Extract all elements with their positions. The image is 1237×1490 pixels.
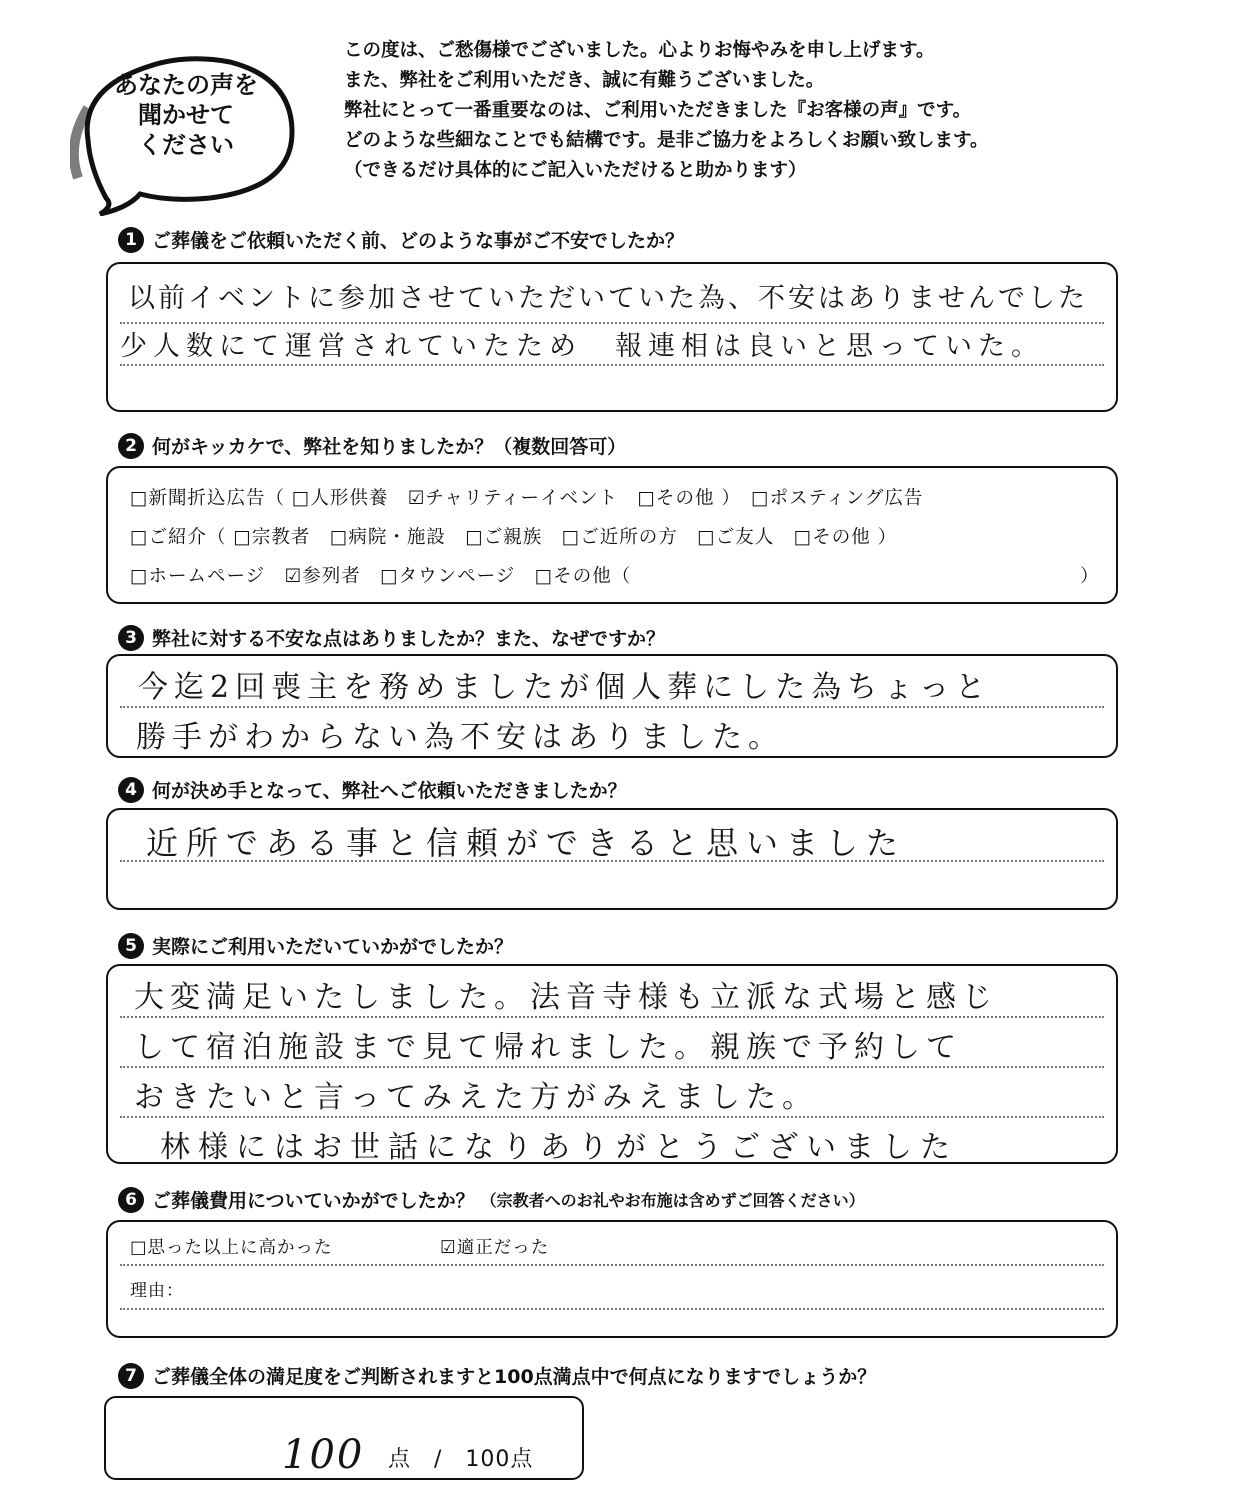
answer-4-line-1: 近所である事と信頼ができると思いました [146, 824, 907, 862]
intro-line: どのような些細なことでも結構です。是非ご協力をよろしくお願い致します。 [344, 130, 989, 151]
answer-5-line-4: 林様にはお世話になりありがとうございました [160, 1130, 958, 1165]
answer-5-line-1: 大変満足いたしました。法音寺様も立派な式場と感じ [134, 980, 998, 1015]
question-7-title [118, 1362, 876, 1389]
options-row-3[interactable]: □ホームページ ☑参列者 □タウンページ □その他（ [130, 566, 632, 587]
question-2-title [118, 432, 626, 459]
question-note: （宗教者へのお礼やお布施は含めずご回答ください） [480, 1191, 865, 1210]
answer-3-line-2: 勝手がわからない為不安はありました。 [136, 720, 784, 755]
reason-label: 理由： [130, 1281, 184, 1301]
question-6-title [118, 1186, 865, 1213]
score-value: 100 [282, 1432, 365, 1478]
question-text: ご葬儀費用についていかがでしたか？ [152, 1190, 475, 1212]
ruled-line [120, 1066, 1104, 1068]
question-number: 2 [118, 433, 144, 459]
question-number: 6 [118, 1187, 144, 1213]
question-text: ご葬儀をご依頼いただく前、どのような事がご不安でしたか？ [152, 230, 685, 252]
question-4-title [118, 776, 627, 803]
question-1-title [118, 226, 684, 253]
intro-line: （できるだけ具体的にご記入いただけると助かります） [344, 160, 807, 181]
ruled-line [120, 1116, 1104, 1118]
ruled-line [120, 364, 1104, 366]
options-row-3-close: ） [1080, 566, 1100, 587]
bubble-line-2: 聞かせて [138, 101, 234, 129]
answer-1-line-2: 少人数にて運営されていたため 報連相は良いと思っていた。 [120, 331, 1044, 362]
intro-line: 弊社にとって一番重要なのは、ご利用いただきました『お客様の声』です。 [344, 100, 972, 121]
question-number: 4 [118, 777, 144, 803]
intro-line: この度は、ご愁傷様でございました。心よりお悔やみを申し上げます。 [344, 40, 935, 61]
options-row-2[interactable]: □ご紹介（ □宗教者 □病院・施設 □ご親族 □ご近所の方 □ご友人 □その他 ） [130, 527, 898, 548]
answer-3-line-1: 今迄2回喪主を務めましたが個人葬にした為ちょっと [138, 670, 992, 705]
question-text: 何が決め手となって、弊社へご依頼いただきましたか？ [152, 780, 627, 802]
bubble-line-1: あなたの声を [114, 71, 258, 99]
ruled-line [120, 1016, 1104, 1018]
answer-1-line-1: 以前イベントに参加させていただいていた為、不安はありませんでした [128, 283, 1088, 314]
question-number: 3 [118, 625, 144, 651]
question-text: 弊社に対する不安な点はありましたか？また、なぜですか？ [152, 628, 666, 650]
options-row-1[interactable]: □新聞折込広告（ □人形供養 ☑チャリティーイベント □その他 ） □ポスティング広告 [130, 488, 924, 509]
ruled-line [120, 706, 1104, 708]
score-unit: 点 / 100点 [388, 1447, 534, 1472]
speech-bubble [70, 48, 302, 216]
ruled-line [120, 1308, 1104, 1310]
question-3-title [118, 624, 665, 651]
question-text: ご葬儀全体の満足度をご判断されますと100点満点中で何点になりますでしょうか？ [152, 1366, 877, 1388]
ruled-line [120, 1264, 1104, 1266]
question-text: 実際にご利用いただいていかがでしたか？ [152, 936, 514, 958]
question-text: 何がキッカケで、弊社を知りましたか？（複数回答可） [152, 436, 627, 458]
question-number: 5 [118, 933, 144, 959]
question-number: 7 [118, 1363, 144, 1389]
bubble-line-3: ください [138, 131, 234, 159]
answer-5-line-2: して宿泊施設まで見て帰れました。親族で予約して [134, 1030, 962, 1065]
intro-message [344, 36, 1124, 186]
option-appropriate[interactable]: ☑適正だった [440, 1238, 550, 1258]
question-5-title [118, 932, 513, 959]
intro-line: また、弊社をご利用いただき、誠に有難うございました。 [344, 70, 825, 91]
question-number: 1 [118, 227, 144, 253]
answer-5-line-3: おきたいと言ってみえた方がみえました。 [134, 1080, 818, 1115]
option-too-expensive[interactable]: □思った以上に高かった [130, 1238, 333, 1258]
